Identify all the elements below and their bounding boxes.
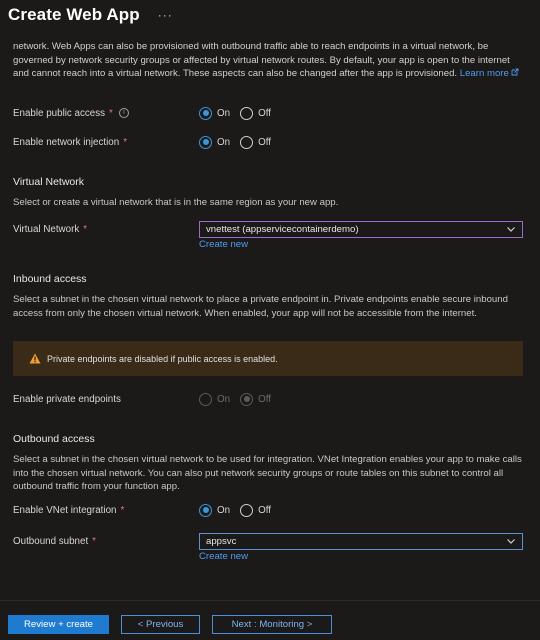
radio-label: Off	[258, 504, 271, 516]
required-marker: *	[92, 535, 96, 547]
public-access-row	[13, 103, 525, 123]
inbound-access-description: Select a subnet in the chosen virtual network to place a private endpoint in. Private endpoints enable secure inbound access from only the chosen virtual network. When enabled, your app will not be accessible from the internet.	[13, 294, 508, 319]
outbound-access-heading: Outbound access	[13, 433, 95, 445]
required-marker: *	[109, 107, 113, 119]
network-injection-radios	[199, 136, 281, 149]
radio-disabled-icon	[199, 393, 212, 406]
vnet-integration-row	[13, 500, 525, 520]
public-access-radios	[199, 107, 281, 120]
vnet-integration-label-text: Enable VNet integration	[13, 504, 117, 516]
review-create-button[interactable]: Review + create	[8, 615, 109, 634]
network-injection-label-text: Enable network injection	[13, 136, 120, 148]
footer-bar	[0, 600, 540, 640]
create-new-vnet-link[interactable]: Create new	[199, 239, 249, 250]
chevron-down-icon	[506, 536, 516, 546]
public-access-label-text: Enable public access	[13, 107, 106, 119]
previous-button[interactable]: < Previous	[121, 615, 200, 634]
radio-label: Off	[258, 393, 271, 405]
radio-selected-icon	[199, 136, 212, 149]
radio-unselected-icon	[240, 136, 253, 149]
radio-label: On	[217, 504, 231, 516]
private-endpoints-radios	[199, 393, 281, 406]
vnet-integration-label	[13, 505, 198, 516]
virtual-network-label-text: Virtual Network	[13, 223, 80, 235]
required-marker: *	[123, 136, 128, 148]
chevron-down-icon	[506, 224, 516, 234]
create-new-subnet-link[interactable]: Create new	[199, 551, 249, 562]
inbound-access-heading: Inbound access	[13, 273, 87, 285]
radio-label: Off	[258, 136, 271, 148]
radio-label: On	[217, 393, 231, 405]
outbound-subnet-select[interactable]	[199, 533, 523, 550]
radio-label: Off	[258, 107, 271, 119]
network-injection-row	[13, 132, 525, 152]
vnet-integration-off-radio[interactable]	[240, 504, 271, 517]
required-marker: *	[120, 504, 125, 516]
vnet-integration-on-radio[interactable]	[199, 504, 230, 517]
virtual-network-select[interactable]	[199, 221, 523, 238]
virtual-network-heading: Virtual Network	[13, 176, 84, 188]
radio-unselected-icon	[240, 107, 253, 120]
radio-label: On	[217, 136, 231, 148]
learn-more-label: Learn more	[459, 68, 509, 79]
form-content	[13, 40, 525, 319]
public-access-off-radio[interactable]	[240, 107, 271, 120]
intro-text	[13, 40, 525, 81]
vnet-integration-radios	[199, 504, 281, 517]
radio-label: On	[217, 107, 231, 119]
network-injection-label	[13, 137, 198, 148]
outbound-subnet-label	[13, 536, 198, 547]
virtual-network-description: Select or create a virtual network that is in the same region as your new app.	[13, 197, 339, 208]
virtual-network-label	[13, 224, 198, 235]
page-title: Create Web App	[8, 5, 140, 24]
radio-unselected-icon	[240, 504, 253, 517]
public-access-on-radio[interactable]	[199, 107, 230, 120]
page-header	[0, 0, 540, 30]
warning-text: Private endpoints are disabled if public access is enabled.	[47, 353, 278, 364]
network-injection-off-radio[interactable]	[240, 136, 271, 149]
network-injection-on-radio[interactable]	[199, 136, 230, 149]
next-monitoring-button[interactable]: Next : Monitoring >	[212, 615, 332, 634]
outbound-subnet-value: appsvc	[206, 536, 237, 547]
radio-selected-icon	[199, 504, 212, 517]
required-marker: *	[83, 223, 88, 235]
more-options-icon[interactable]: ···	[157, 8, 173, 22]
external-link-icon	[511, 68, 519, 76]
outbound-subnet-label-text: Outbound subnet	[13, 535, 89, 547]
intro-body: network. Web Apps can also be provisioned with outbound traffic able to reach endpoints in a virtual network, be governed by network security groups or affected by virtual network routes. By default, your app is open to the internet and cannot reach into a virtual network. These aspects can also be changed after the app is provisioned.	[13, 41, 510, 79]
private-endpoints-on-radio[interactable]	[199, 393, 230, 406]
warning-icon	[29, 353, 41, 364]
virtual-network-value: vnettest (appservicecontainerdemo)	[206, 224, 359, 235]
outbound-access-description: Select a subnet in the chosen virtual network to be used for integration. VNet Integration enables your app to make calls into the chosen virtual network. You can also put network security groups or route tables on this subnet to control all outbound traffic from your function app.	[13, 454, 522, 492]
private-endpoints-off-radio[interactable]	[240, 393, 271, 406]
radio-selected-icon	[199, 107, 212, 120]
warning-banner	[13, 341, 523, 376]
private-endpoints-label: Enable private endpoints	[13, 393, 121, 405]
private-endpoints-row	[13, 389, 525, 409]
public-access-label	[13, 108, 198, 119]
info-icon[interactable]: i	[119, 108, 129, 118]
radio-disabled-selected-icon	[240, 393, 253, 406]
learn-more-link[interactable]	[460, 68, 520, 79]
